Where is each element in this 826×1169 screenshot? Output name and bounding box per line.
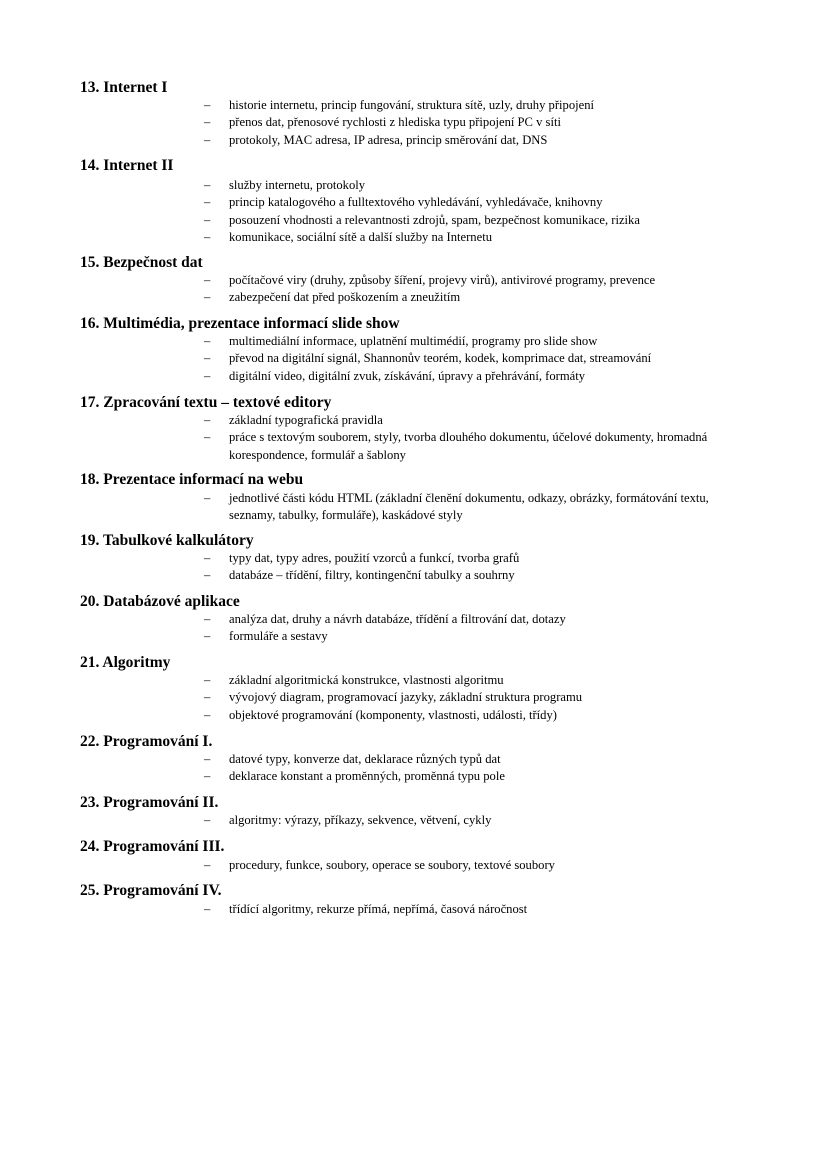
topic-item-list	[80, 611, 760, 646]
dash-bullet: –	[204, 707, 211, 722]
topic-heading: 21. Algoritmy	[80, 654, 171, 671]
topic-section	[80, 593, 760, 644]
list-item-text: základní typografická pravidla	[229, 413, 383, 427]
dash-bullet: –	[204, 132, 211, 147]
list-item	[80, 368, 760, 385]
list-item-text: zabezpečení dat před poškozením a zneužitím	[229, 290, 461, 305]
list-item	[80, 289, 760, 306]
list-item-text: služby internetu, protokoly	[229, 178, 366, 192]
list-item-text: formuláře a sestavy	[229, 629, 328, 644]
list-item	[80, 689, 760, 706]
list-item-text: algoritmy: výrazy, příkazy, sekvence, větvení, cykly	[229, 813, 492, 827]
list-item-text: typy dat, typy adres, použití vzorců a funkcí, tvorba grafů	[229, 551, 520, 565]
dash-bullet: –	[204, 902, 211, 916]
list-item-text: posouzení vhodnosti a relevantnosti zdrojů, spam, bezpečnost komunikace, rizika	[229, 212, 640, 227]
topic-item-list	[80, 177, 760, 246]
list-item-text: základní algoritmická konstrukce, vlastnosti algoritmu	[229, 673, 504, 687]
list-item	[80, 490, 760, 525]
topic-item-list	[80, 901, 760, 918]
dash-bullet: –	[204, 491, 211, 505]
dash-bullet: –	[204, 351, 211, 366]
list-item	[80, 751, 760, 768]
topic-heading: 15. Bezpečnost dat	[80, 254, 203, 271]
dash-bullet: –	[204, 813, 211, 827]
topic-heading: 14. Internet II	[80, 157, 174, 174]
topic-heading: 16. Multimédia, prezentace informací slide show	[80, 315, 400, 332]
list-item	[80, 177, 760, 194]
list-item-text: objektové programování (komponenty, vlastnosti, události, třídy)	[229, 707, 557, 722]
topic-section	[80, 394, 760, 462]
dash-bullet: –	[204, 752, 211, 766]
list-item-text: převod na digitální signál, Shannonův teorém, kodek, komprimace dat, streamování	[229, 351, 652, 366]
dash-bullet: –	[204, 115, 211, 130]
topic-section	[80, 794, 760, 827]
topic-section	[80, 838, 760, 872]
list-item	[80, 229, 760, 246]
dash-bullet: –	[204, 629, 211, 644]
topic-section	[80, 254, 760, 305]
list-item-text: vývojový diagram, programovací jazyky, základní struktura programu	[229, 690, 583, 705]
list-item-text: multimediální informace, uplatnění multimédií, programy pro slide show	[229, 334, 598, 348]
list-item-text: princip katalogového a fulltextového vyhledávání, vyhledávače, knihovny	[229, 195, 603, 210]
topic-item-list	[80, 333, 760, 385]
list-item	[80, 212, 760, 229]
list-item	[80, 412, 760, 429]
dash-bullet: –	[204, 430, 211, 445]
list-item-text: třídící algoritmy, rekurze přímá, nepřímá, časová náročnost	[229, 902, 528, 916]
list-item	[80, 132, 760, 149]
list-item-text: datové typy, konverze dat, deklarace různých typů dat	[229, 752, 501, 766]
dash-bullet: –	[204, 769, 211, 784]
list-item	[80, 333, 760, 350]
list-item	[80, 812, 760, 829]
list-item-text: protokoly, MAC adresa, IP adresa, princip směrování dat, DNS	[229, 132, 548, 147]
dash-bullet: –	[204, 290, 211, 305]
list-item	[80, 901, 760, 918]
topic-heading: 13. Internet I	[80, 79, 168, 96]
list-item-text: jednotlivé části kódu HTML (základní členění dokumentu, odkazy, obrázky, formátování textu, seznamy, tabulky, formuláře), kaskádové styly	[229, 491, 709, 523]
list-item-text: přenos dat, přenosové rychlosti z hlediska typu připojení PC v síti	[229, 115, 561, 130]
topic-heading: 24. Programování III.	[80, 838, 225, 855]
list-item-text: historie internetu, princip fungování, struktura sítě, uzly, druhy připojení	[229, 98, 595, 112]
dash-bullet: –	[204, 368, 211, 383]
topic-item-list	[80, 490, 760, 525]
topic-section	[80, 79, 760, 147]
topic-section	[80, 733, 760, 784]
list-item	[80, 628, 760, 645]
dash-bullet: –	[204, 413, 211, 427]
list-item-text: práce s textovým souborem, styly, tvorba dlouhého dokumentu, účelové dokumenty, hromadná korespondence, formulář a šablony	[229, 430, 708, 462]
topic-heading: 25. Programování IV.	[80, 882, 222, 899]
list-item	[80, 550, 760, 567]
topic-heading: 18. Prezentace informací na webu	[80, 471, 304, 488]
list-item	[80, 672, 760, 689]
dash-bullet: –	[204, 568, 211, 583]
list-item	[80, 768, 760, 785]
topic-heading: 17. Zpracování textu – textové editory	[80, 394, 332, 411]
list-item	[80, 707, 760, 724]
list-item	[80, 194, 760, 211]
topic-item-list	[80, 812, 760, 829]
list-item-text: analýza dat, druhy a návrh databáze, třídění a filtrování dat, dotazy	[229, 612, 566, 626]
dash-bullet: –	[204, 612, 211, 626]
dash-bullet: –	[204, 195, 211, 210]
list-item-text: digitální video, digitální zvuk, získávání, úpravy a přehrávání, formáty	[229, 368, 586, 383]
topic-section	[80, 315, 760, 383]
topic-heading: 22. Programování I.	[80, 733, 213, 750]
topic-heading: 23. Programování II.	[80, 794, 219, 811]
topic-heading: 19. Tabulkové kalkulátory	[80, 532, 254, 549]
dash-bullet: –	[204, 690, 211, 705]
list-item	[80, 429, 760, 464]
list-item-text: databáze – třídění, filtry, kontingenční tabulky a souhrny	[229, 568, 515, 583]
list-item	[80, 350, 760, 367]
dash-bullet: –	[204, 334, 211, 348]
topic-section	[80, 157, 760, 244]
topic-item-list	[80, 412, 760, 464]
dash-bullet: –	[204, 178, 211, 192]
list-item	[80, 97, 760, 114]
dash-bullet: –	[204, 273, 211, 287]
topic-item-list	[80, 97, 760, 149]
topic-heading: 20. Databázové aplikace	[80, 593, 240, 610]
dash-bullet: –	[204, 551, 211, 565]
dash-bullet: –	[204, 229, 211, 244]
dash-bullet: –	[204, 673, 211, 687]
topic-item-list	[80, 672, 760, 724]
topic-item-list	[80, 751, 760, 786]
topic-section	[80, 654, 760, 722]
list-item	[80, 272, 760, 289]
topic-item-list	[80, 857, 760, 874]
list-item-text: procedury, funkce, soubory, operace se soubory, textové soubory	[229, 858, 555, 872]
topic-item-list	[80, 550, 760, 585]
dash-bullet: –	[204, 98, 211, 112]
list-item	[80, 857, 760, 874]
topic-item-list	[80, 272, 760, 307]
list-item	[80, 114, 760, 131]
topic-section	[80, 471, 760, 523]
topic-section	[80, 532, 760, 583]
list-item-text: komunikace, sociální sítě a další služby na Internetu	[229, 229, 492, 244]
list-item-text: počítačové viry (druhy, způsoby šíření, projevy virů), antivirové programy, prevence	[229, 273, 656, 287]
dash-bullet: –	[204, 858, 211, 872]
dash-bullet: –	[204, 212, 211, 227]
topic-section	[80, 882, 760, 916]
list-item-text: deklarace konstant a proměnných, proměnná typu pole	[229, 769, 505, 784]
list-item	[80, 567, 760, 584]
list-item	[80, 611, 760, 628]
